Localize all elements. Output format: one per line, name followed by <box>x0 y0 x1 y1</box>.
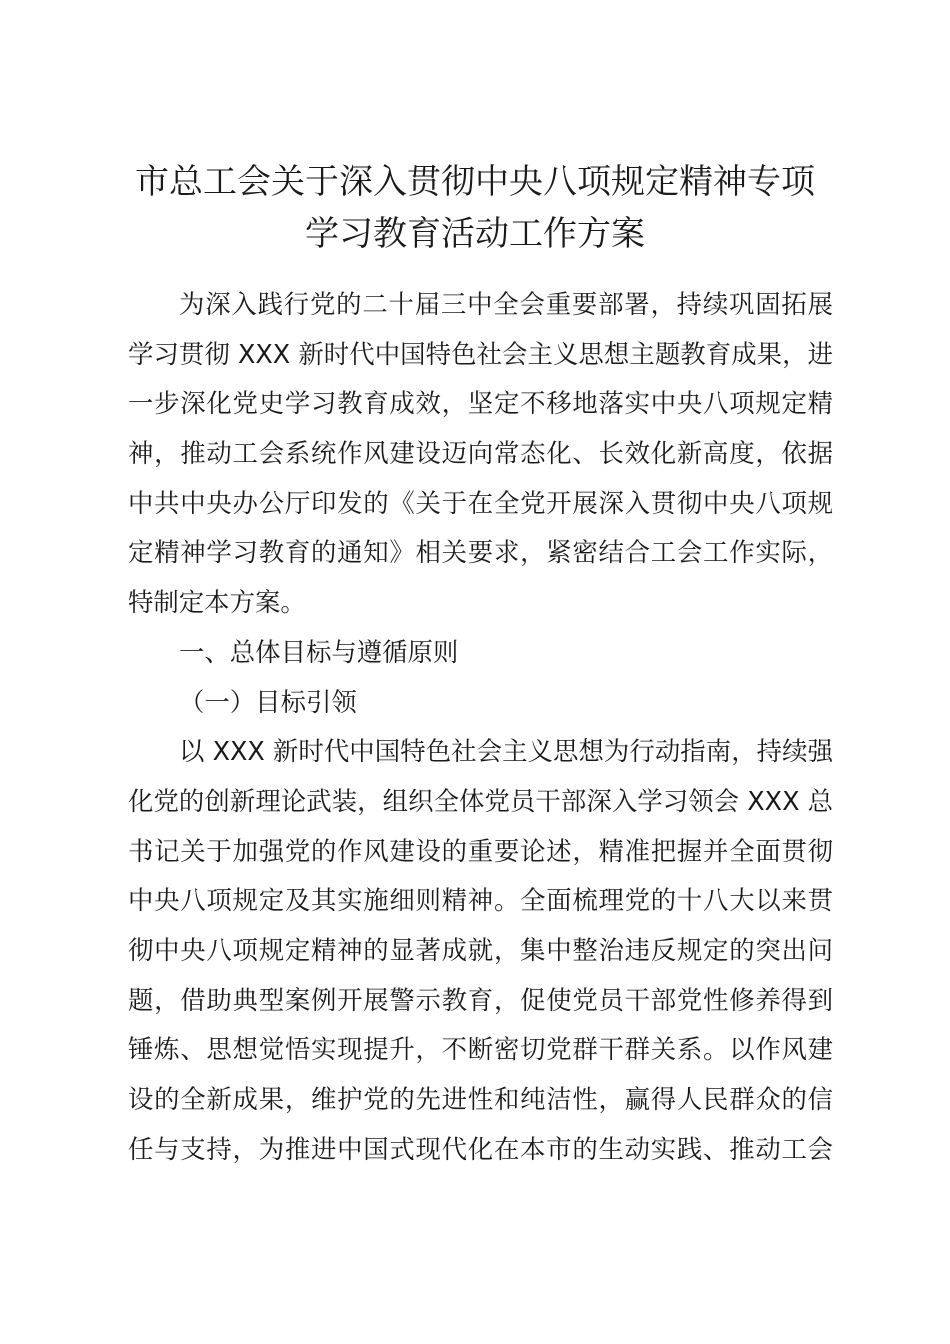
paragraph-intro <box>128 280 833 628</box>
text-line: 设的全新成果，维护党的先进性和纯洁性，赢得人民群众的信 <box>128 1084 833 1114</box>
text-line: 锤炼、思想觉悟实现提升，不断密切党群干群关系。以作风建 <box>128 1034 833 1065</box>
text-line: 定精神学习教育的通知》相关要求，紧密结合工会工作实际， <box>128 537 833 568</box>
document-title-line-1: 市总工会关于深入贯彻中央八项规定精神专项 <box>135 162 815 202</box>
text-line: 书记关于加强党的作风建设的重要论述，精准把握并全面贯彻 <box>128 835 833 866</box>
text-line: 为深入践行党的二十届三中全会重要部署，持续巩固拓展 <box>179 289 833 319</box>
text-line: 特制定本方案。 <box>128 587 306 618</box>
text-line: 题，借助典型案例开展警示教育，促使党员干部党性修养得到 <box>128 984 833 1015</box>
text-line: 中共中央办公厅印发的《关于在全党开展深入贯彻中央八项规 <box>128 487 833 518</box>
section-heading: 一、总体目标与遵循原则 <box>179 636 459 667</box>
document-body <box>128 280 833 1174</box>
text-line: 一步深化党史学习教育成效，坚定不移地落实中央八项规定精 <box>128 388 833 419</box>
text-line: 中央八项规定及其实施细则精神。全面梳理党的十八大以来贯 <box>128 885 833 916</box>
text-line: 以 XXX 新时代中国特色社会主义思想为行动指南，持续强 <box>179 736 833 767</box>
text-line: 彻中央八项规定精神的显著成就，集中整治违反规定的突出问 <box>128 934 833 965</box>
text-line: 神，推动工会系统作风建设迈向常态化、长效化新高度，依据 <box>128 438 833 469</box>
text-line: 化党的创新理论武装，组织全体党员干部深入学习领会 XXX 总 <box>128 785 833 816</box>
document-title-line-2: 学习教育活动工作方案 <box>305 214 645 254</box>
paragraph-objectives <box>128 727 833 1174</box>
subsection-heading: （一）目标引领 <box>179 686 357 717</box>
text-line: 学习贯彻 XXX 新时代中国特色社会主义思想主题教育成果，进 <box>128 338 833 369</box>
text-line: 任与支持，为推进中国式现代化在本市的生动实践、推动工会 <box>128 1133 833 1164</box>
